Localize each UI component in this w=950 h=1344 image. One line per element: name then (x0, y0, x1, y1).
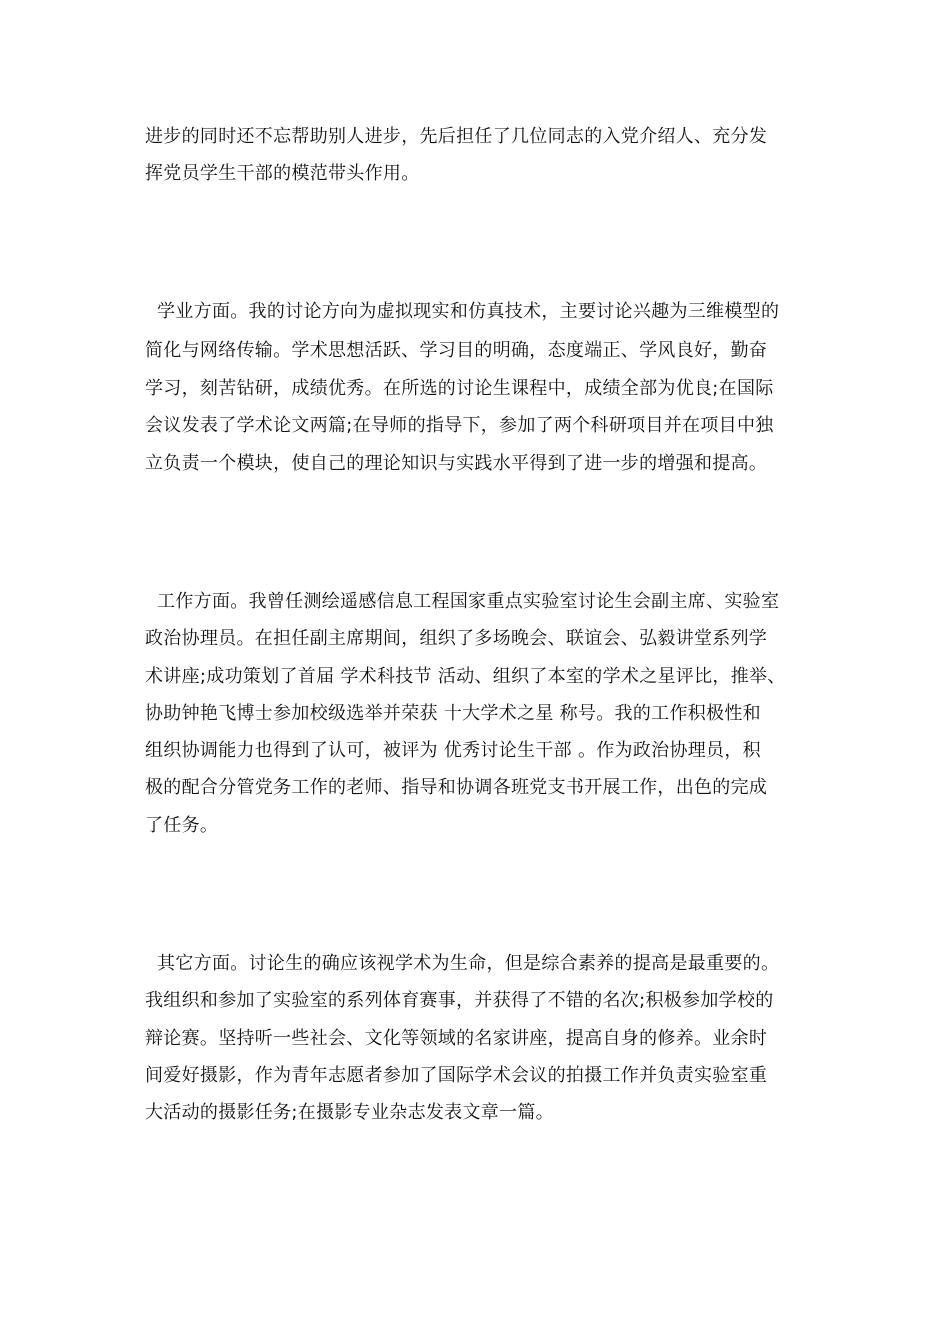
text-line: 学习，刻苦钻研，成绩优秀。在所选的讨论生课程中，成绩全部为优良;在国际 (145, 378, 774, 399)
text-line: 工作方面。我曾任测绘遥感信息工程国家重点实验室讨论生会副主席、实验室 (145, 591, 780, 612)
text-line: 协助钟艳飞博士参加校级选举并荣获 十大学术之星 称号。我的工作积极性和 (145, 703, 761, 724)
text-line: 间爱好摄影，作为青年志愿者参加了国际学术会议的拍摄工作并负责实验室重 (145, 1065, 768, 1086)
text-line: 立负责一个模块，使自己的理论知识与实践水平得到了进一步的增强和提高。 (145, 453, 768, 474)
text-line: 学业方面。我的讨论方向为虚拟现实和仿真技术，主要讨论兴趣为三维模型的 (145, 301, 780, 322)
text-line: 组织协调能力也得到了认可，被评为 优秀讨论生干部 。作为政治协理员，积 (145, 740, 761, 761)
text-line: 极的配合分管党务工作的老师、指导和协调各班党支书开展工作，出色的完成 (145, 777, 768, 798)
text-line: 挥党员学生干部的模范带头作用。 (145, 163, 420, 184)
text-line: 了任务。 (145, 815, 219, 836)
text-line: 大活动的摄影任务;在摄影专业杂志发表文章一篇。 (145, 1102, 554, 1123)
text-line: 术讲座;成功策划了首届 学术科技节 活动、组织了本室的学术之星评比，推举、 (145, 666, 786, 687)
text-line: 政治协理员。在担任副主席期间，组织了多场晚会、联谊会、弘毅讲堂系列学 (145, 628, 768, 649)
text-line: 会议发表了学术论文两篇;在导师的指导下，参加了两个科研项目并在项目中独 (145, 415, 774, 436)
text-line: 辩论赛。坚持听一些社会、文化等领域的名家讲座，提高自身的修养。业余时 (145, 1028, 768, 1049)
text-line: 其它方面。讨论生的确应该视学术为生命，但是综合素养的提高是最重要的。 (145, 953, 780, 974)
text-line: 简化与网络传输。学术思想活跃、学习目的明确，态度端正、学风良好，勤奋 (145, 340, 768, 361)
text-line: 我组织和参加了实验室的系列体育赛事，并获得了不错的名次;积极参加学校的 (145, 990, 774, 1011)
text-line: 进步的同时还不忘帮助别人进步，先后担任了几位同志的入党介绍人、充分发 (145, 126, 768, 147)
